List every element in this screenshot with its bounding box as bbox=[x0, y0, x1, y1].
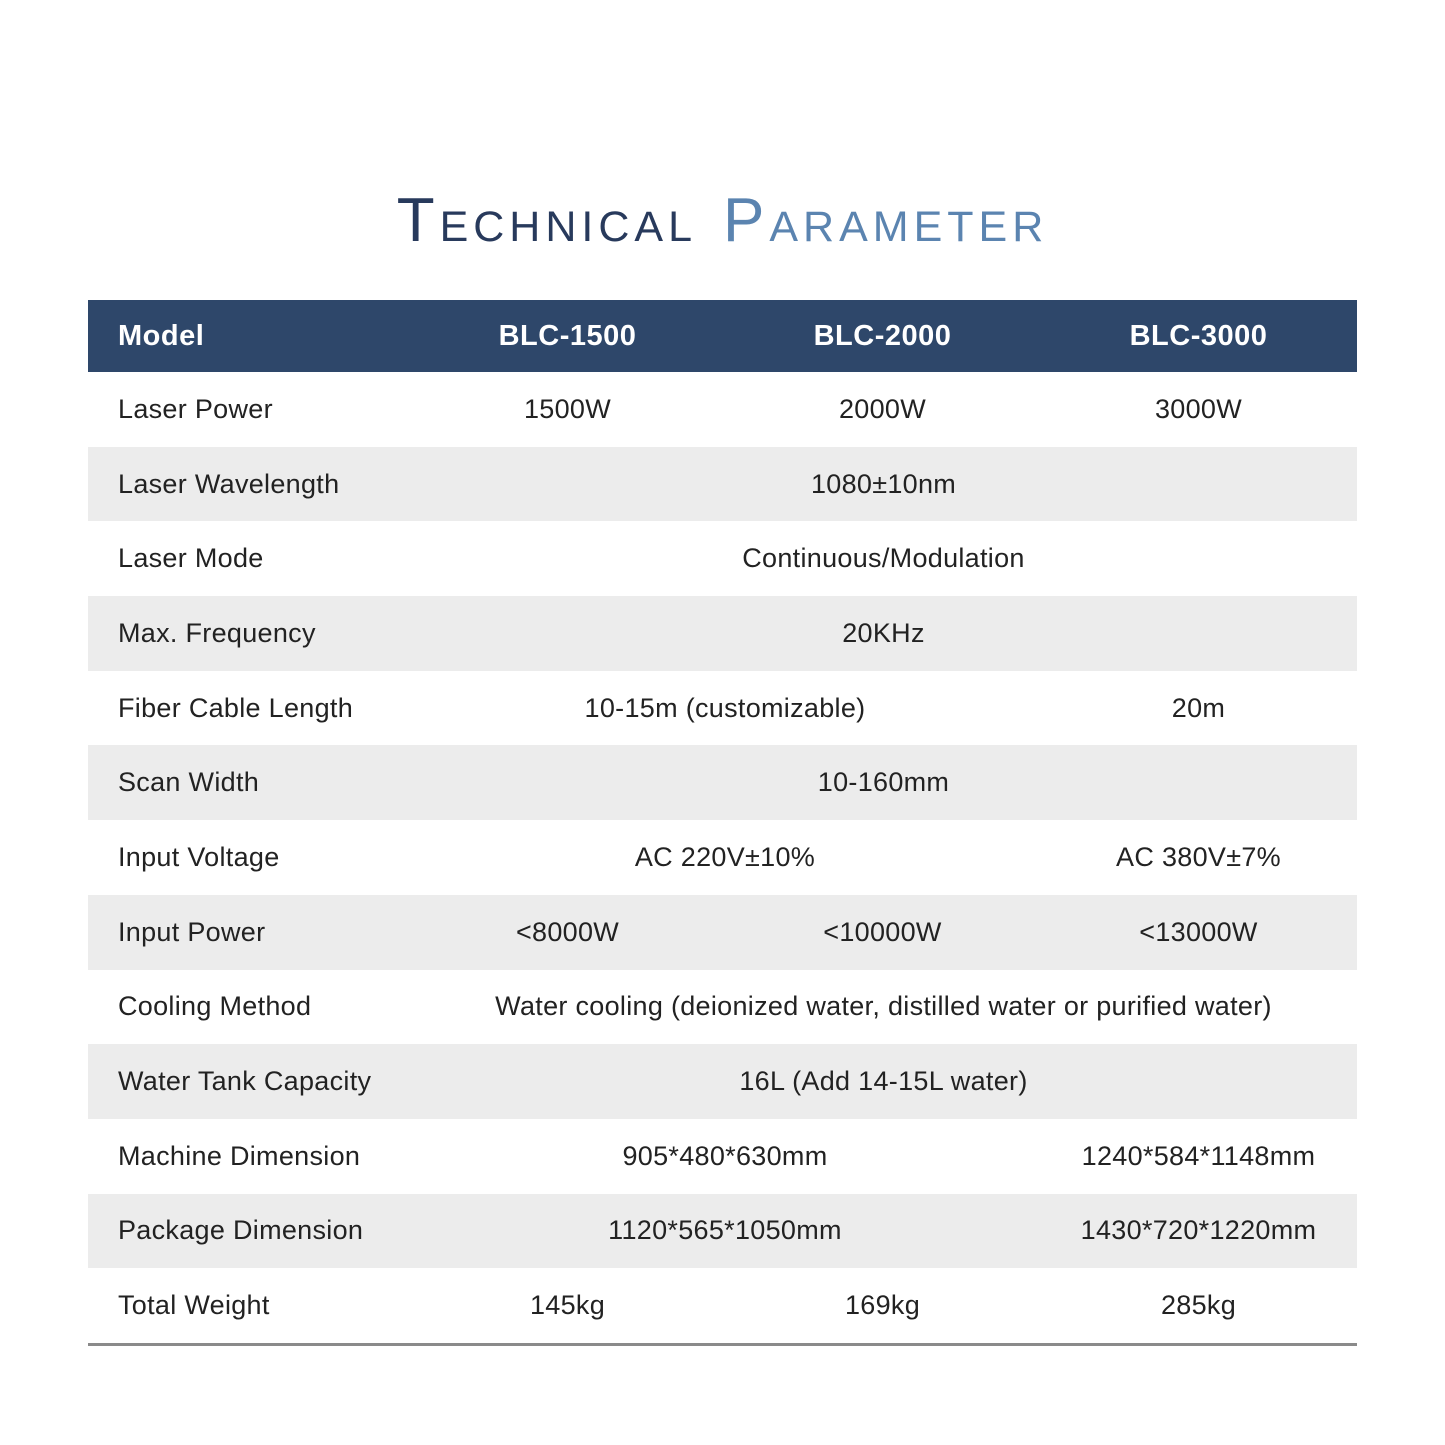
row-label: Laser Power bbox=[118, 393, 273, 424]
row-label: Total Weight bbox=[118, 1290, 270, 1321]
spec-table-wrap bbox=[88, 300, 1357, 1346]
title-word-parameter: parameter bbox=[723, 186, 1049, 255]
row-value: 16L (Add 14-15L water) bbox=[739, 1066, 1028, 1097]
row-value: 3000W bbox=[1154, 393, 1243, 424]
table-row bbox=[88, 1119, 1357, 1194]
row-label: Max. Frequency bbox=[118, 617, 316, 648]
row-label: Input Voltage bbox=[118, 841, 280, 872]
row-label: Cooling Method bbox=[118, 991, 312, 1022]
table-row bbox=[88, 1268, 1357, 1343]
table-row bbox=[88, 1194, 1357, 1269]
row-value: 10-15m (customizable) bbox=[584, 692, 866, 723]
row-value: <8000W bbox=[515, 916, 620, 947]
table-row bbox=[88, 671, 1357, 746]
row-label: Package Dimension bbox=[118, 1215, 364, 1246]
row-value: 1080±10nm bbox=[810, 468, 957, 499]
row-label: Laser Mode bbox=[118, 543, 264, 574]
row-value: Water cooling (deionized water, distilled water or purified water) bbox=[495, 991, 1272, 1022]
row-value: 905*480*630mm bbox=[622, 1140, 828, 1171]
table-header-row bbox=[88, 300, 1357, 372]
row-value: 1430*720*1220mm bbox=[1080, 1215, 1317, 1246]
row-label: Water Tank Capacity bbox=[118, 1066, 372, 1097]
row-label: Machine Dimension bbox=[118, 1140, 361, 1171]
row-value: 20KHz bbox=[842, 617, 925, 648]
row-value: Continuous/Modulation bbox=[742, 543, 1025, 574]
row-value: 2000W bbox=[838, 393, 927, 424]
row-value: 1120*565*1050mm bbox=[608, 1215, 842, 1246]
table-row bbox=[88, 1044, 1357, 1119]
header-cell-blc-2000: BLC-2000 bbox=[813, 319, 952, 352]
table-row bbox=[88, 372, 1357, 447]
row-value: 145kg bbox=[529, 1290, 606, 1321]
table-row bbox=[88, 447, 1357, 522]
table-row bbox=[88, 521, 1357, 596]
row-label: Scan Width bbox=[118, 767, 260, 798]
row-value: 285kg bbox=[1160, 1290, 1237, 1321]
row-label: Input Power bbox=[118, 916, 266, 947]
table-row bbox=[88, 895, 1357, 970]
row-value: 1500W bbox=[523, 393, 612, 424]
row-value: 10-160mm bbox=[817, 767, 950, 798]
table-row bbox=[88, 970, 1357, 1045]
row-value: <10000W bbox=[823, 916, 942, 947]
row-value: <13000W bbox=[1139, 916, 1258, 947]
row-value: 1240*584*1148mm bbox=[1081, 1140, 1316, 1171]
spec-table bbox=[88, 300, 1357, 1343]
header-cell-blc-3000: BLC-3000 bbox=[1129, 319, 1268, 352]
row-value: AC 380V±7% bbox=[1116, 841, 1281, 872]
table-row bbox=[88, 820, 1357, 895]
row-value: AC 220V±10% bbox=[634, 841, 816, 872]
page-title bbox=[0, 0, 1445, 254]
table-row bbox=[88, 745, 1357, 820]
row-label: Laser Wavelength bbox=[118, 468, 340, 499]
row-value: 20m bbox=[1171, 692, 1226, 723]
header-cell-model: Model bbox=[118, 319, 205, 352]
row-label: Fiber Cable Length bbox=[118, 692, 354, 723]
row-value: 169kg bbox=[844, 1290, 921, 1321]
table-body bbox=[88, 372, 1357, 1343]
table-bottom-rule bbox=[88, 1343, 1357, 1346]
header-cell-blc-1500: BLC-1500 bbox=[498, 319, 637, 352]
title-word-technical: Technical bbox=[396, 186, 698, 255]
table-row bbox=[88, 596, 1357, 671]
